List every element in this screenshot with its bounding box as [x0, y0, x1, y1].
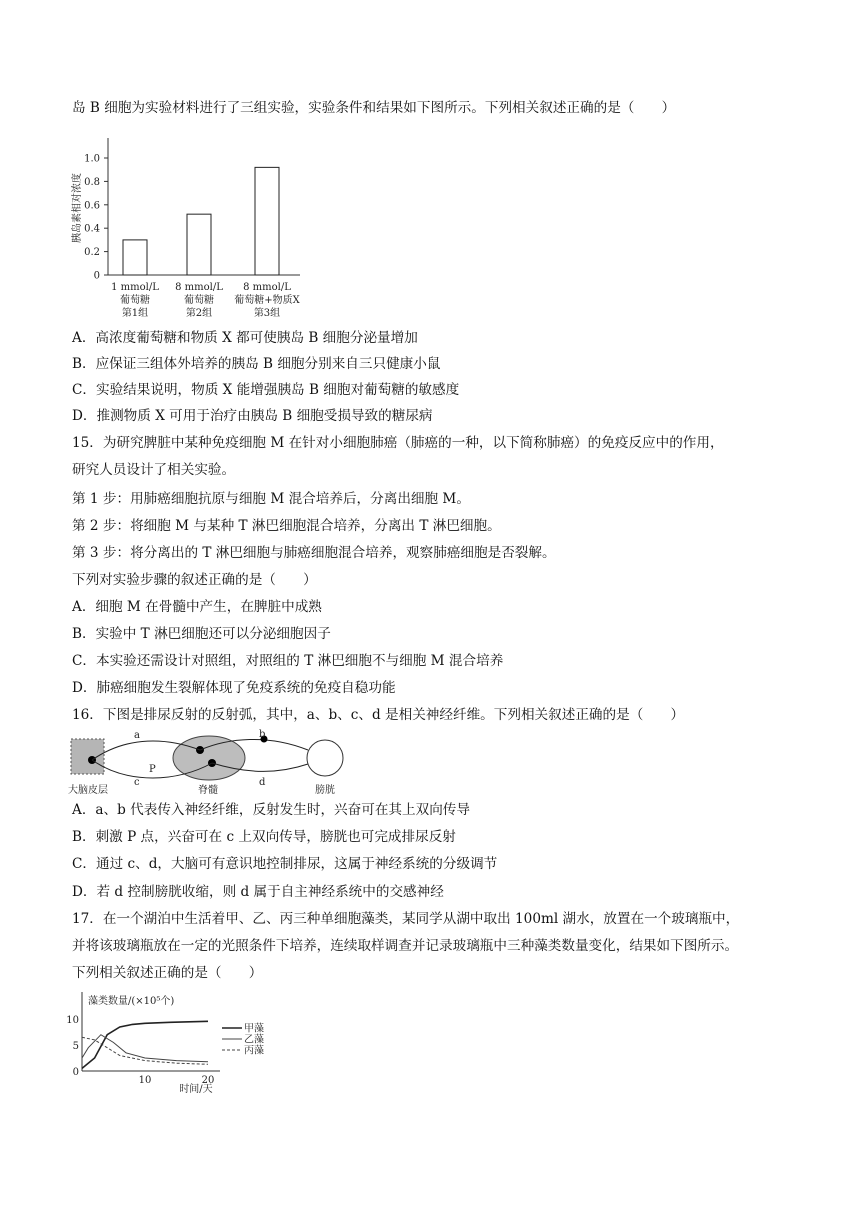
bar — [255, 167, 279, 275]
q16-option-a: A．a、b 代表传入神经纤维，反射发生时，兴奋可在其上双向传导 — [72, 802, 470, 818]
y-tick-label: 0.6 — [84, 200, 100, 212]
y-tick-label: 0.2 — [84, 247, 100, 259]
category-label: 第1组 — [121, 308, 149, 319]
category-label: 葡萄糖+物质X — [234, 295, 300, 306]
bar-chart-figure — [70, 128, 340, 320]
q16-option-d: D．若 d 控制膀胱收缩，则 d 属于自主神经系统中的交感神经 — [72, 884, 444, 900]
legend-label: 丙藻 — [244, 1045, 264, 1057]
y-tick-label: 0 — [72, 1067, 79, 1078]
y-tick-label: 5 — [72, 1041, 79, 1053]
x-axis-label: 时间/天 — [179, 1084, 213, 1095]
bar — [187, 214, 211, 275]
q16-option-b: B．刺激 P 点，兴奋可在 c 上双向传导，膀胱也可完成排尿反射 — [72, 829, 456, 845]
label-spinal: 脊髓 — [198, 785, 218, 796]
x-tick-label: 20 — [201, 1075, 215, 1086]
q15-step1: 第 1 步：用肺癌细胞抗原与细胞 M 混合培养后，分离出细胞 M。 — [72, 491, 470, 507]
q15-step3: 第 3 步：将分离出的 T 淋巴细胞与肺癌细胞混合培养，观察肺癌细胞是否裂解。 — [72, 545, 556, 561]
q15-stem-line2: 研究人员设计了相关实验。 — [72, 462, 236, 478]
category-label: 第3组 — [253, 308, 281, 319]
spinal-cord-shape — [173, 736, 245, 780]
y-tick-label: 0.4 — [84, 223, 100, 235]
category-label: 第2组 — [185, 308, 213, 319]
label-c: c — [134, 777, 140, 788]
line-chart-figure — [66, 990, 280, 1095]
q16-stem: 16．下图是排尿反射的反射弧，其中，a、b、c、d 是相关神经纤维。下列相关叙述正确的是（ ） — [72, 707, 685, 723]
label-b: b — [259, 729, 266, 740]
q15-option-d: D．肺癌细胞发生裂解体现了免疫系统的免疫自稳功能 — [72, 680, 396, 696]
y-tick-label: 1.0 — [84, 153, 100, 165]
algae-line-chart — [66, 990, 280, 1095]
q14-option-a: A．高浓度葡萄糖和物质 X 都可使胰岛 B 细胞分泌量增加 — [72, 330, 418, 346]
category-label: 1 mmol/L — [111, 282, 159, 293]
q15-stem-line1: 15．为研究脾脏中某种免疫细胞 M 在针对小细胞肺癌（肺癌的一种，以下简称肺癌）的免疫反应中的作用， — [72, 435, 724, 451]
q14-option-c: C．实验结果说明，物质 X 能增强胰岛 B 细胞对葡萄糖的敏感度 — [72, 382, 460, 398]
category-label: 葡萄糖 — [184, 295, 214, 306]
bar — [123, 240, 147, 275]
label-cortex: 大脑皮层 — [68, 785, 108, 796]
q17-stem-line2: 并将该玻璃瓶放在一定的光照条件下培养，连续取样调查并记录玻璃瓶中三种藻类数量变化，结果如下图所示。 — [72, 938, 739, 954]
category-label: 葡萄糖 — [120, 295, 150, 306]
q15-option-b: B．实验中 T 淋巴细胞还可以分泌细胞因子 — [72, 626, 331, 642]
q14-stem-tail: 岛 B 细胞为实验材料进行了三组实验，实验条件和结果如下图所示。下列相关叙述正确的是（ ） — [72, 100, 676, 116]
reflex-arc-diagram — [68, 730, 358, 796]
legend-label: 乙藻 — [244, 1034, 264, 1046]
series-line-3 — [82, 1037, 208, 1064]
q17-question: 下列相关叙述正确的是（ ） — [72, 965, 263, 981]
y-axis-label: 藻类数量/(×10⁵个) — [88, 996, 175, 1007]
q15-option-a: A．细胞 M 在骨髓中产生，在脾脏中成熟 — [72, 599, 322, 615]
label-bladder: 膀胱 — [315, 785, 335, 796]
y-axis-label: 胰岛素相对浓度 — [72, 173, 83, 243]
y-tick-label: 10 — [66, 1015, 79, 1027]
label-d: d — [259, 777, 266, 788]
x-tick-label: 10 — [138, 1075, 152, 1086]
q15-question: 下列对实验步骤的叙述正确的是（ ） — [72, 572, 317, 588]
label-p: P — [149, 764, 156, 775]
reflex-arc-figure — [68, 730, 358, 796]
bladder-shape — [307, 740, 343, 776]
q17-stem-line1: 17．在一个湖泊中生活着甲、乙、丙三种单细胞藻类，某同学从湖中取出 100ml 湖水，放置在一个玻璃瓶中， — [72, 911, 740, 927]
insulin-bar-chart — [70, 128, 340, 320]
q16-option-c: C．通过 c、d，大脑可有意识地控制排尿，这属于神经系统的分级调节 — [72, 856, 498, 872]
category-label: 8 mmol/L — [175, 282, 223, 293]
q15-option-c: C．本实验还需设计对照组，对照组的 T 淋巴细胞不与细胞 M 混合培养 — [72, 653, 504, 669]
legend-label: 甲藻 — [244, 1023, 264, 1035]
q15-step2: 第 2 步：将细胞 M 与某种 T 淋巴细胞混合培养，分离出 T 淋巴细胞。 — [72, 518, 501, 534]
cortex-box — [71, 739, 104, 774]
y-tick-label: 0.8 — [84, 176, 100, 188]
label-a: a — [134, 730, 140, 741]
category-label: 8 mmol/L — [243, 282, 291, 293]
y-tick-label: 0 — [93, 270, 100, 282]
series-line-2 — [82, 1035, 208, 1062]
q14-option-d: D．推测物质 X 可用于治疗由胰岛 B 细胞受损导致的糖尿病 — [72, 408, 433, 424]
q14-option-b: B．应保证三组体外培养的胰岛 B 细胞分别来自三只健康小鼠 — [72, 356, 441, 372]
